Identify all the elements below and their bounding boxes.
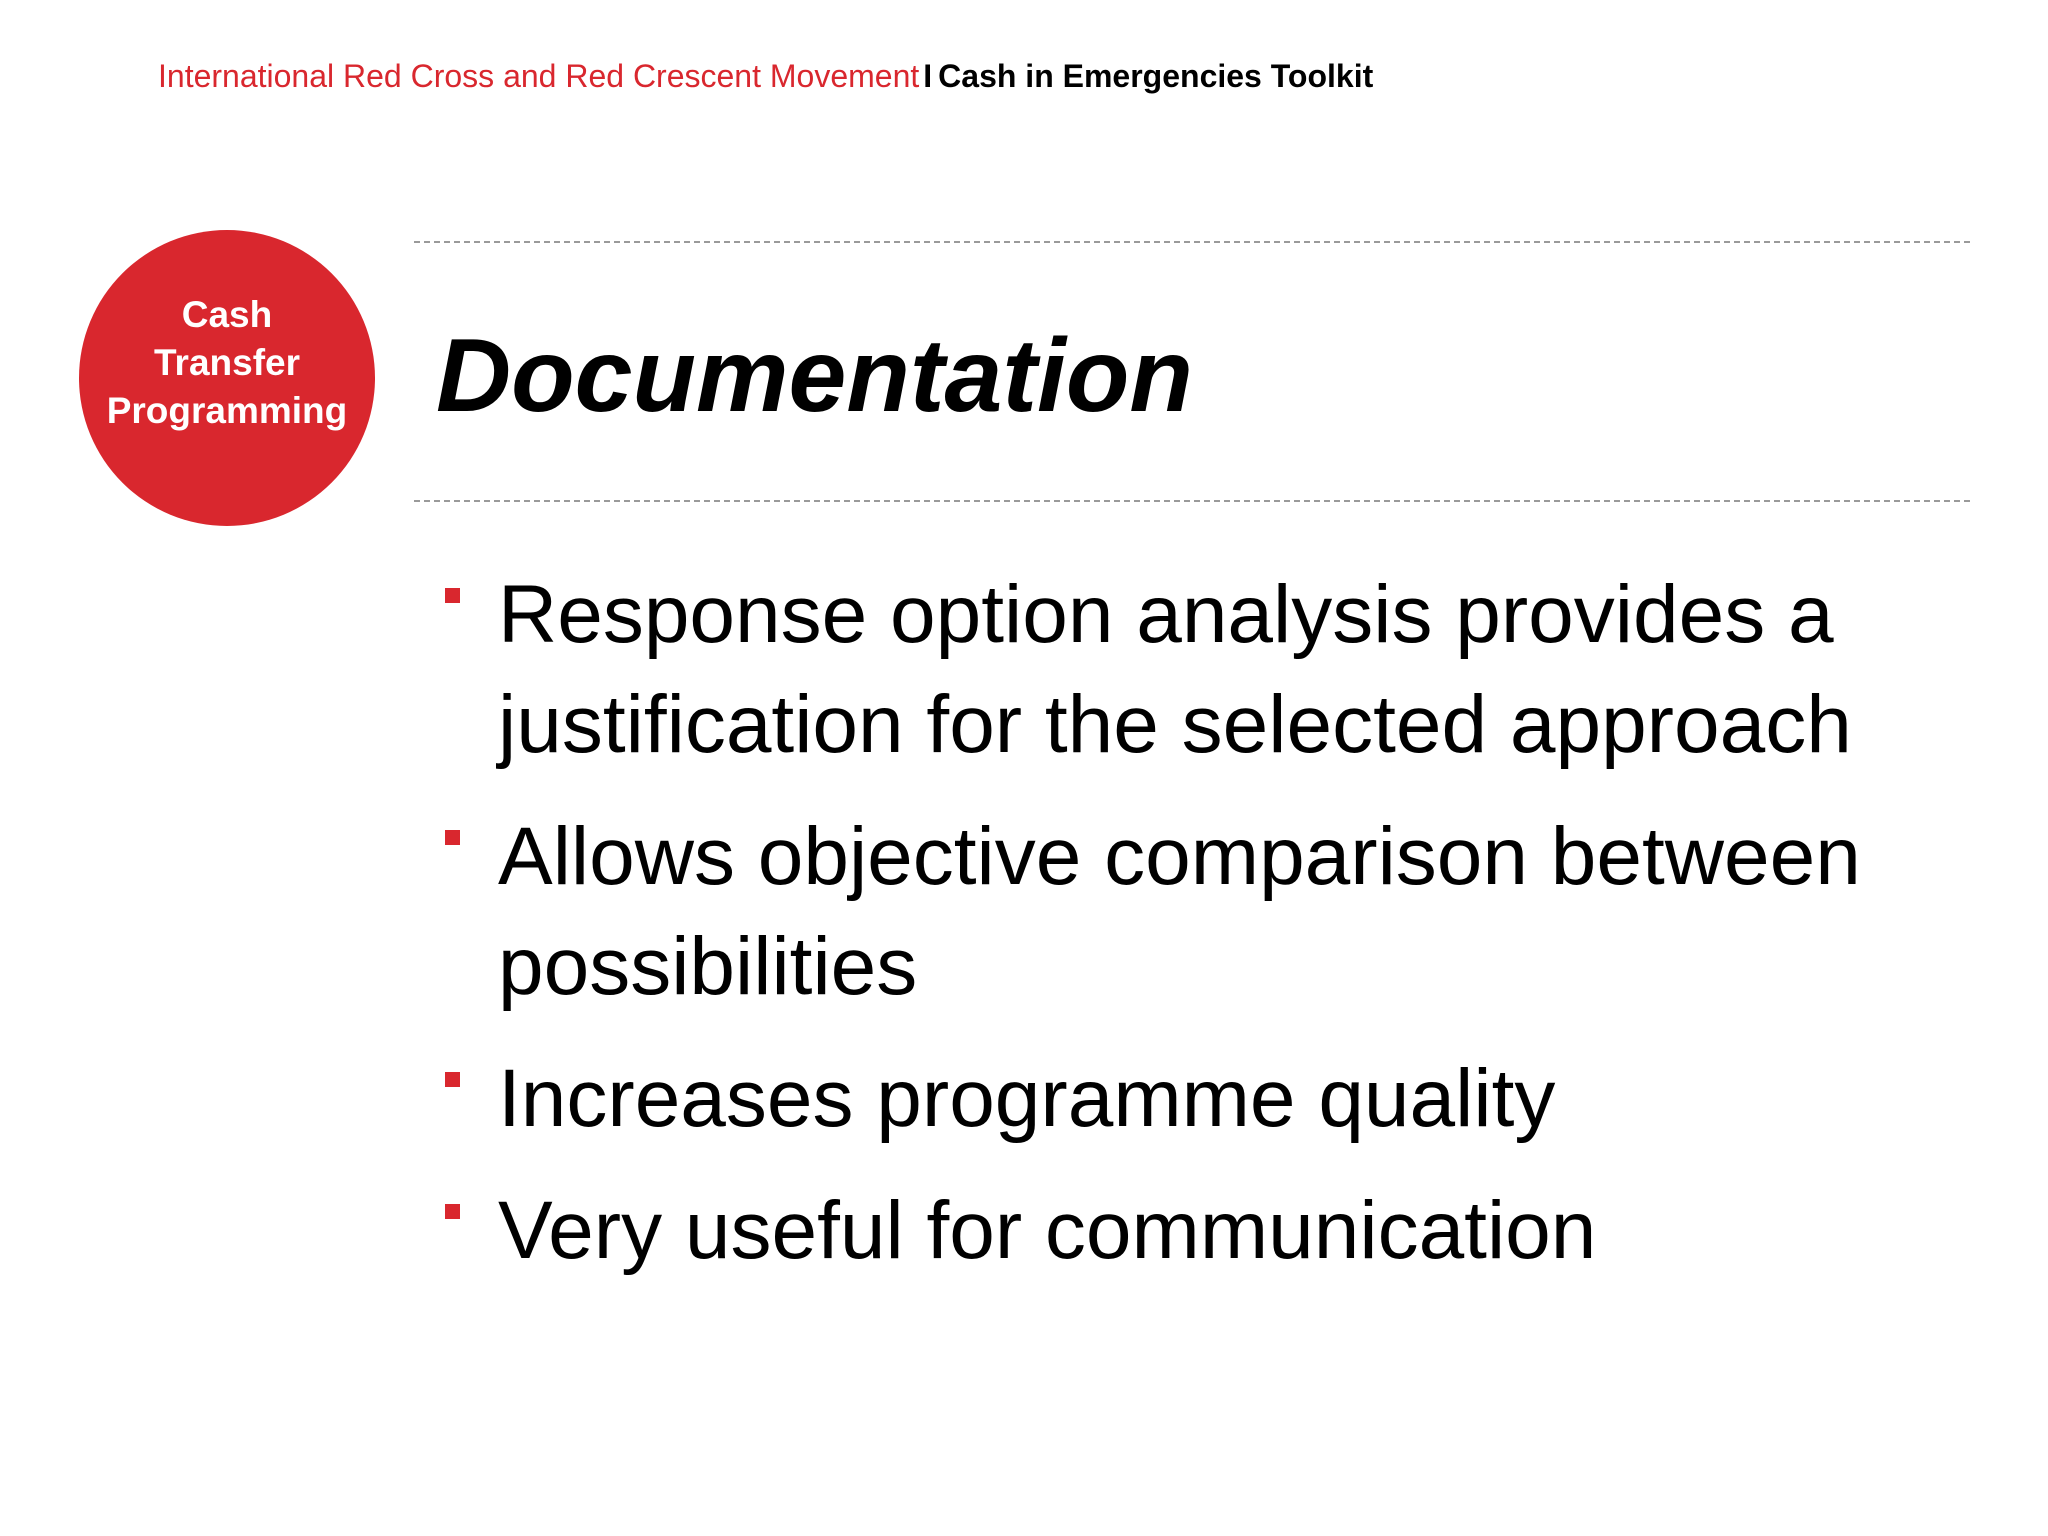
- bullet-text: Response option analysis provides a justification for the selected approach: [498, 569, 1852, 770]
- square-bullet-icon: [445, 1204, 460, 1219]
- header-organization: International Red Cross and Red Crescent Movement: [158, 58, 920, 94]
- bullet-item: [440, 802, 1980, 1022]
- title-rule-bottom: [414, 500, 1970, 502]
- square-bullet-icon: [445, 830, 460, 845]
- header-separator: I: [923, 58, 933, 94]
- bullet-text: Very useful for communication: [498, 1185, 1597, 1276]
- bullet-list: [440, 560, 1980, 1308]
- square-bullet-icon: [445, 1072, 460, 1087]
- slide-header: [158, 56, 1373, 96]
- badge-line: Transfer: [153, 342, 300, 383]
- section-badge: [79, 230, 375, 526]
- badge-line: Programming: [106, 390, 348, 431]
- section-badge-label: [87, 291, 367, 435]
- bullet-item: [440, 560, 1980, 780]
- bullet-text: Allows objective comparison between possibilities: [498, 811, 1861, 1012]
- title-rule-top: [414, 241, 1970, 243]
- header-toolkit-name: Cash in Emergencies Toolkit: [938, 58, 1374, 94]
- bullet-item: [440, 1044, 1980, 1154]
- square-bullet-icon: [445, 588, 460, 603]
- badge-line: Cash: [181, 294, 273, 335]
- bullet-item: [440, 1176, 1980, 1286]
- bullet-text: Increases programme quality: [498, 1053, 1556, 1144]
- slide-title: Documentation: [436, 318, 1193, 434]
